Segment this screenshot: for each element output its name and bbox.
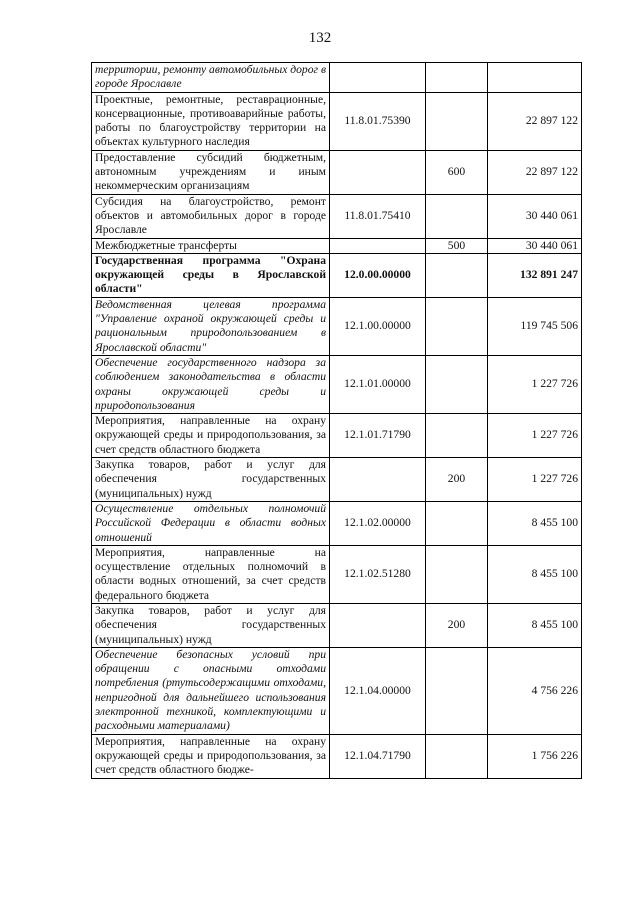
row-type-cell xyxy=(426,734,488,778)
row-name-cell: Осуществление отдельных полномочий Российской Федерации в области водных отношений xyxy=(92,501,330,545)
row-sum-cell: 30 440 061 xyxy=(488,194,582,238)
row-name-cell: Предоставление субсидий бюджетным, автономным учреждениям и иным некоммерческим организациям xyxy=(92,150,330,194)
row-code-cell: 12.1.02.00000 xyxy=(330,501,426,545)
row-name-cell: Обеспечение безопасных условий при обращении с опасными отходами потребления (ртутьсодержащими отходами, непригодной для дальнейшего использования электронной техникой, комплектующими и расходными материалами) xyxy=(92,647,330,734)
row-sum-cell: 1 227 726 xyxy=(488,355,582,413)
table-row xyxy=(92,501,582,545)
row-sum-cell: 30 440 061 xyxy=(488,238,582,253)
row-sum-cell: 132 891 247 xyxy=(488,253,582,297)
row-type-cell xyxy=(426,63,488,93)
row-name-cell: Субсидия на благоустройство, ремонт объектов и автомобильных дорог в городе Ярославле xyxy=(92,194,330,238)
row-type-cell xyxy=(426,501,488,545)
row-sum-cell: 1 227 726 xyxy=(488,414,582,458)
table-row xyxy=(92,150,582,194)
row-code-cell: 12.1.04.00000 xyxy=(330,647,426,734)
row-type-cell xyxy=(426,253,488,297)
row-code-cell: 12.0.00.00000 xyxy=(330,253,426,297)
row-code-cell: 11.8.01.75390 xyxy=(330,92,426,150)
table-row xyxy=(92,297,582,355)
row-sum-cell: 8 455 100 xyxy=(488,603,582,647)
row-type-cell xyxy=(426,92,488,150)
row-name-cell: Обеспечение государственного надзора за соблюдением законодательства в области охраны окружающей среды и природопользования xyxy=(92,355,330,413)
row-code-cell: 12.1.04.71790 xyxy=(330,734,426,778)
row-name-cell: Мероприятия, направленные на охрану окружающей среды и природопользования, за счет средств областного бюдже- xyxy=(92,734,330,778)
row-name-cell: Мероприятия, направленные на осуществление отдельных полномочий в области водных отношений, за счет средств федерального бюджета xyxy=(92,545,330,603)
row-code-cell xyxy=(330,150,426,194)
row-sum-cell: 4 756 226 xyxy=(488,647,582,734)
row-type-cell xyxy=(426,414,488,458)
row-type-cell xyxy=(426,355,488,413)
row-name-cell: Мероприятия, направленные на охрану окружающей среды и природопользования, за счет средств областного бюджета xyxy=(92,414,330,458)
row-sum-cell: 1 756 226 xyxy=(488,734,582,778)
row-sum-cell: 119 745 506 xyxy=(488,297,582,355)
row-name-cell: Проектные, ремонтные, реставрационные, консервационные, противоаварийные работы, работы по благоустройству территории на объектах культурного наследия xyxy=(92,92,330,150)
row-type-cell xyxy=(426,297,488,355)
budget-table xyxy=(91,62,582,779)
row-type-cell: 200 xyxy=(426,458,488,502)
row-type-cell xyxy=(426,647,488,734)
table-row xyxy=(92,63,582,93)
row-code-cell xyxy=(330,238,426,253)
row-sum-cell: 1 227 726 xyxy=(488,458,582,502)
row-code-cell: 12.1.01.71790 xyxy=(330,414,426,458)
row-name-cell: Государственная программа "Охрана окружающей среды в Ярославской области" xyxy=(92,253,330,297)
table-row xyxy=(92,734,582,778)
table-row xyxy=(92,194,582,238)
table-row xyxy=(92,603,582,647)
row-type-cell: 500 xyxy=(426,238,488,253)
row-type-cell: 600 xyxy=(426,150,488,194)
row-name-cell: территории, ремонту автомобильных дорог в городе Ярославле xyxy=(92,63,330,93)
row-name-cell: Ведомственная целевая программа "Управление охраной окружающей среды и рациональным природопользованием в Ярославской области" xyxy=(92,297,330,355)
table-row xyxy=(92,647,582,734)
table-row xyxy=(92,458,582,502)
budget-table-body xyxy=(92,63,582,779)
table-row xyxy=(92,545,582,603)
row-name-cell: Межбюджетные трансферты xyxy=(92,238,330,253)
page-number: 132 xyxy=(308,30,332,46)
row-sum-cell: 8 455 100 xyxy=(488,545,582,603)
row-code-cell xyxy=(330,458,426,502)
row-sum-cell: 8 455 100 xyxy=(488,501,582,545)
row-code-cell: 12.1.00.00000 xyxy=(330,297,426,355)
row-code-cell: 12.1.02.51280 xyxy=(330,545,426,603)
table-row xyxy=(92,238,582,253)
row-sum-cell: 22 897 122 xyxy=(488,150,582,194)
row-type-cell xyxy=(426,545,488,603)
table-row xyxy=(92,414,582,458)
row-type-cell xyxy=(426,194,488,238)
row-sum-cell xyxy=(488,63,582,93)
table-row xyxy=(92,253,582,297)
row-code-cell xyxy=(330,63,426,93)
table-row xyxy=(92,92,582,150)
row-sum-cell: 22 897 122 xyxy=(488,92,582,150)
table-row xyxy=(92,355,582,413)
row-code-cell xyxy=(330,603,426,647)
row-name-cell: Закупка товаров, работ и услуг для обеспечения государственных (муниципальных) нужд xyxy=(92,458,330,502)
row-code-cell: 11.8.01.75410 xyxy=(330,194,426,238)
row-code-cell: 12.1.01.00000 xyxy=(330,355,426,413)
row-name-cell: Закупка товаров, работ и услуг для обеспечения государственных (муниципальных) нужд xyxy=(92,603,330,647)
row-type-cell: 200 xyxy=(426,603,488,647)
